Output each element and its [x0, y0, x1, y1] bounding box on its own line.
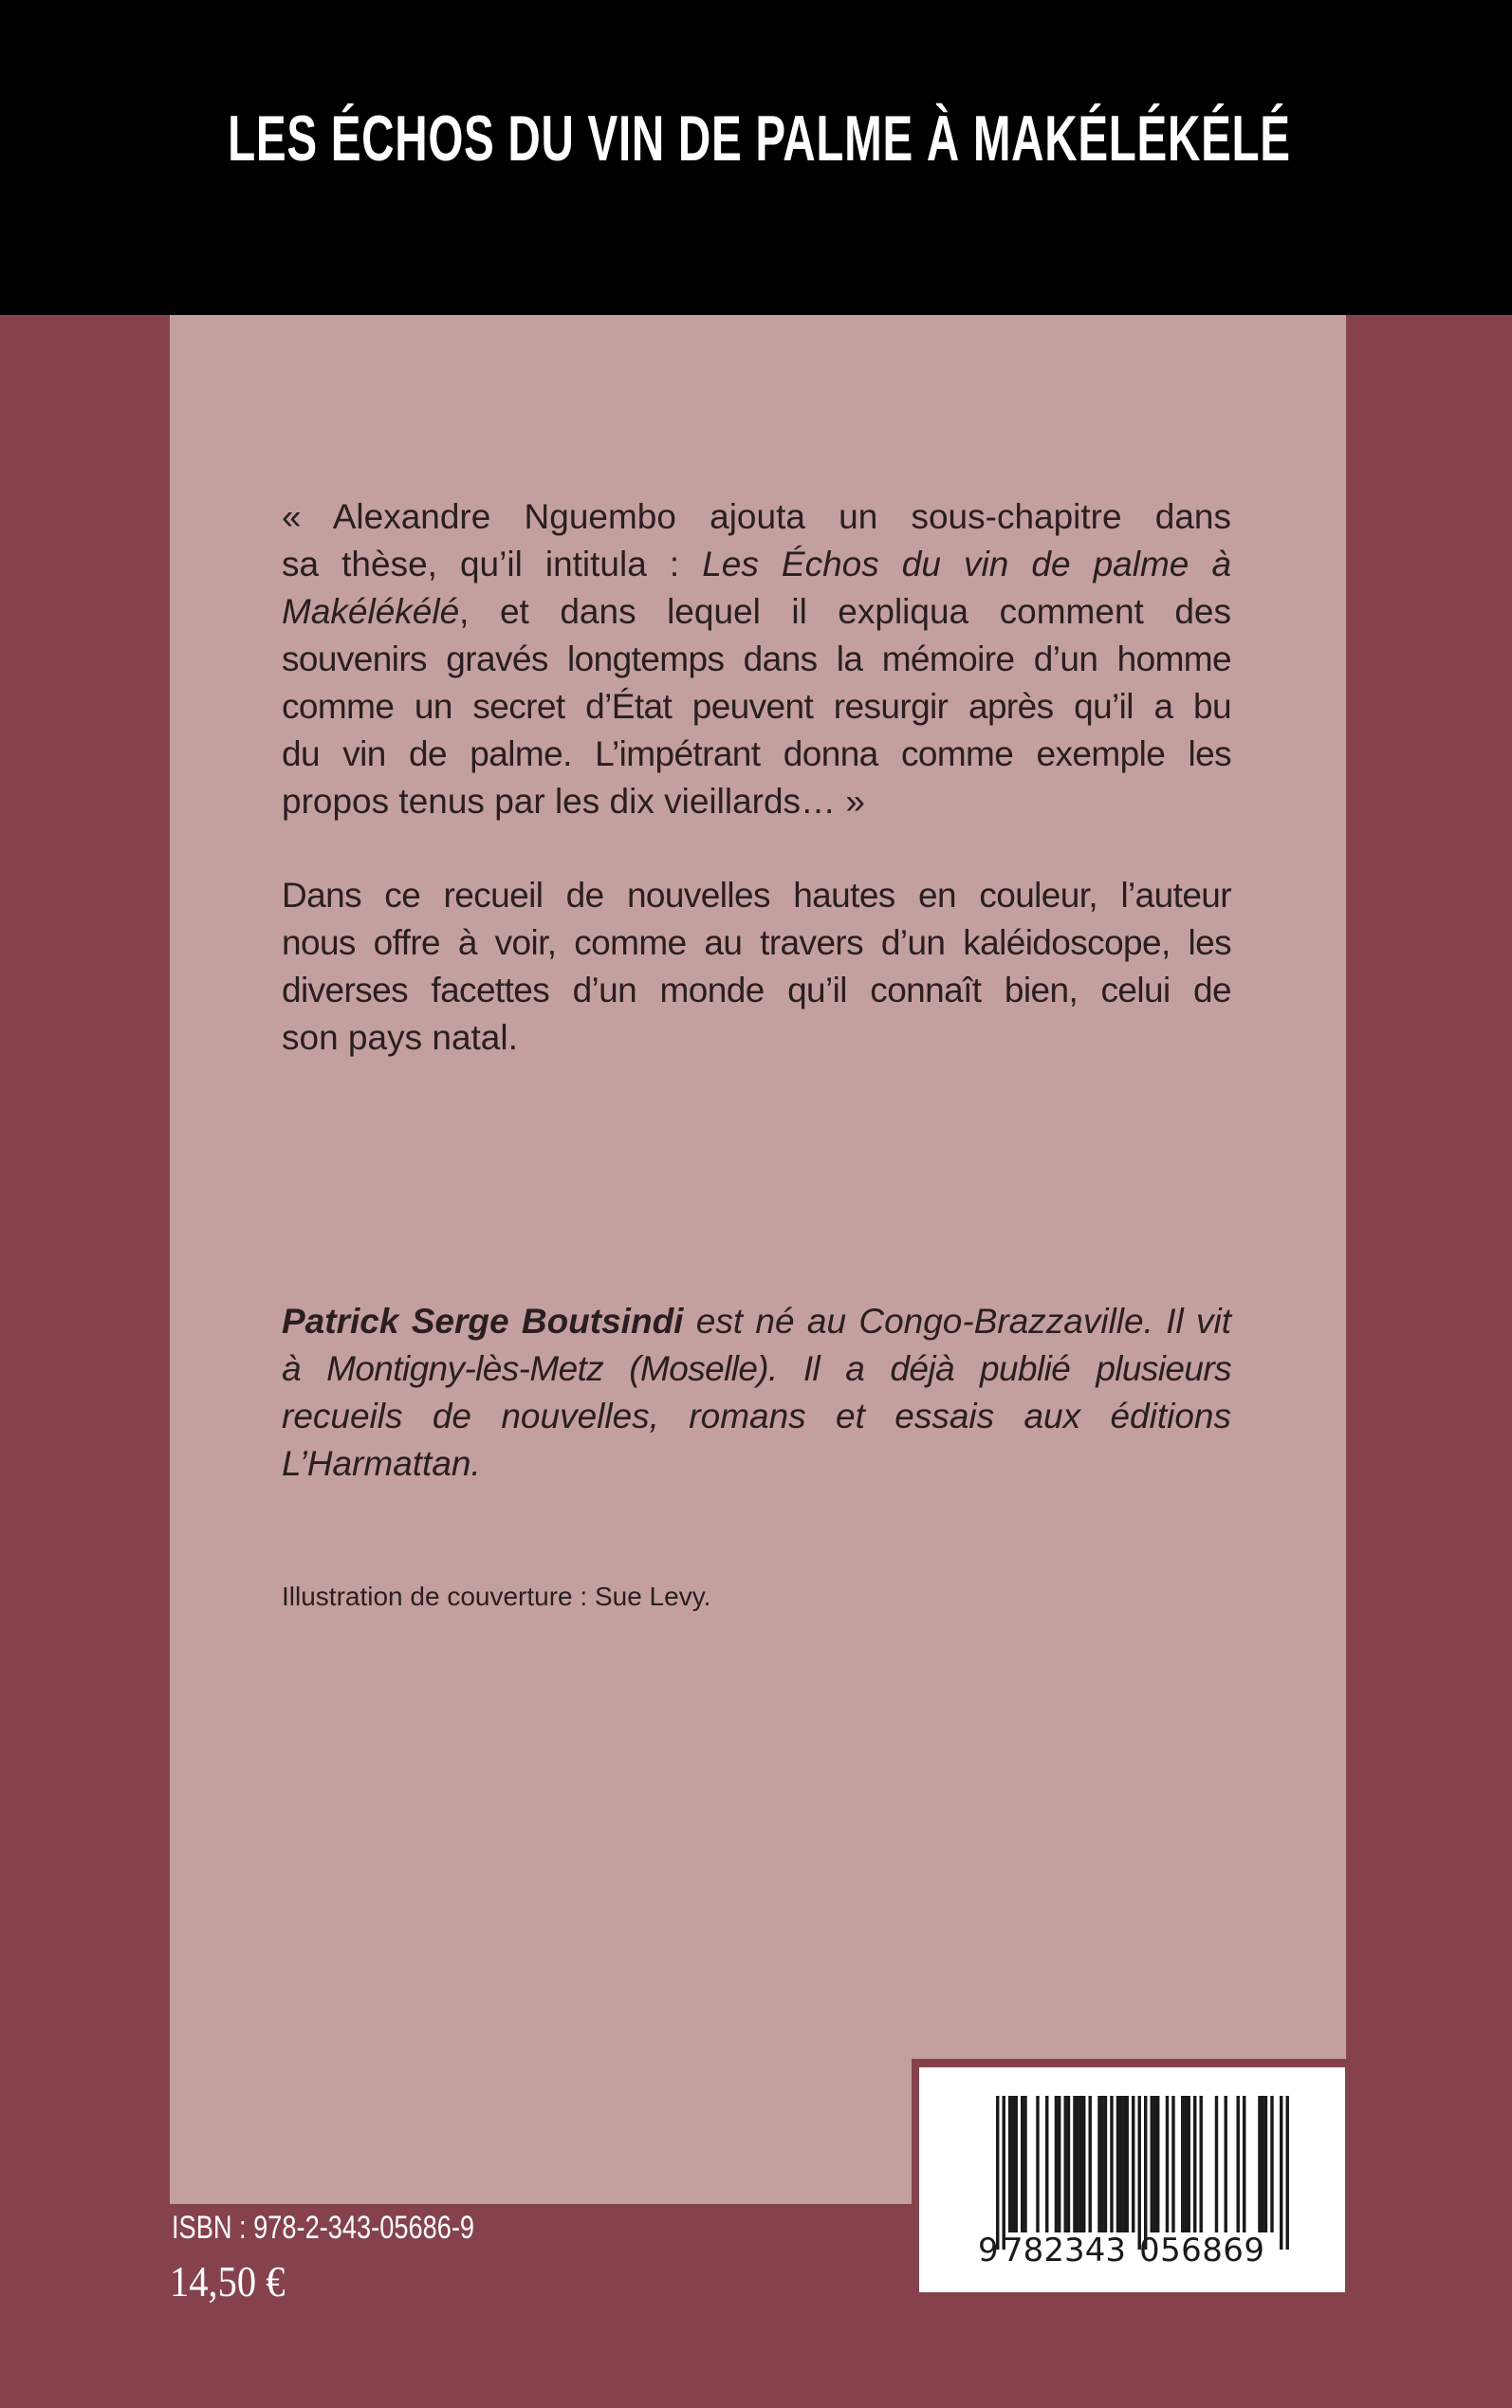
excerpt-text: du vin de palme. L’impétrant donna comme exemple les [282, 734, 1231, 773]
book-title [0, 101, 1512, 176]
excerpt-line [282, 636, 1231, 683]
excerpt-italic-title: Makélékélé [282, 592, 460, 631]
excerpt-line [282, 541, 1231, 588]
excerpt-paragraph [282, 493, 1231, 825]
barcode-right-digits: 056869 [1139, 2232, 1264, 2269]
summary-line: diverses facettes d’un monde qu’il connaît bien, celui de [282, 971, 1231, 1010]
summary-line: Dans ce recueil de nouvelles hautes en couleur, l’auteur [282, 876, 1231, 915]
summary-paragraph [282, 872, 1231, 1062]
excerpt-line [282, 683, 1231, 731]
barcode [919, 2067, 1345, 2292]
excerpt-text: souvenirs gravés longtemps dans la mémoire d’un homme [282, 639, 1231, 678]
excerpt-text: sa thèse, qu’il intitula : [282, 545, 703, 583]
author-bio [282, 1298, 1231, 1488]
excerpt-line [282, 493, 1231, 541]
barcode-left-digits: 782343 [1003, 2232, 1126, 2269]
excerpt-text: comme un secret d’État peuvent resurgir après qu’il a bu [282, 687, 1231, 726]
author-name: Patrick Serge Boutsindi [282, 1302, 684, 1341]
bio-line: à Montigny-lès-Metz (Moselle). Il a déjà publié plusieurs [282, 1349, 1231, 1388]
summary-line: nous offre à voir, comme au travers d’un kaléidoscope, les [282, 923, 1231, 962]
excerpt-text: , et dans lequel il expliqua comment des [459, 592, 1231, 631]
excerpt-text: propos tenus par les dix vieillards… » [282, 782, 865, 821]
bio-line: L’Harmattan. [282, 1444, 481, 1483]
bio-line: recueils de nouvelles, romans et essais aux éditions [282, 1397, 1231, 1436]
book-title-text: LES ÉCHOS DU VIN DE PALME À MAKÉLÉKÉLÉ [228, 102, 1291, 175]
bio-text: est né au Congo-Brazzaville. Il vit [683, 1302, 1232, 1341]
excerpt-line [282, 731, 1231, 778]
bio-line [282, 1298, 1231, 1345]
barcode-icon [919, 2067, 1345, 2292]
excerpt-line [282, 778, 1231, 825]
excerpt-line [282, 588, 1231, 636]
price-label: 14,50 € [170, 2257, 286, 2306]
excerpt-text: « Alexandre Nguembo ajouta un sous-chapitre dans [282, 497, 1231, 536]
excerpt-italic-title: Les Échos du vin de palme à [702, 545, 1231, 583]
illustration-credit: Illustration de couverture : Sue Levy. [282, 1582, 711, 1611]
summary-line: son pays natal. [282, 1018, 518, 1057]
barcode-first-digit: 9 [978, 2232, 999, 2269]
isbn-label: ISBN : 978-2-343-05686-9 [172, 2210, 475, 2246]
